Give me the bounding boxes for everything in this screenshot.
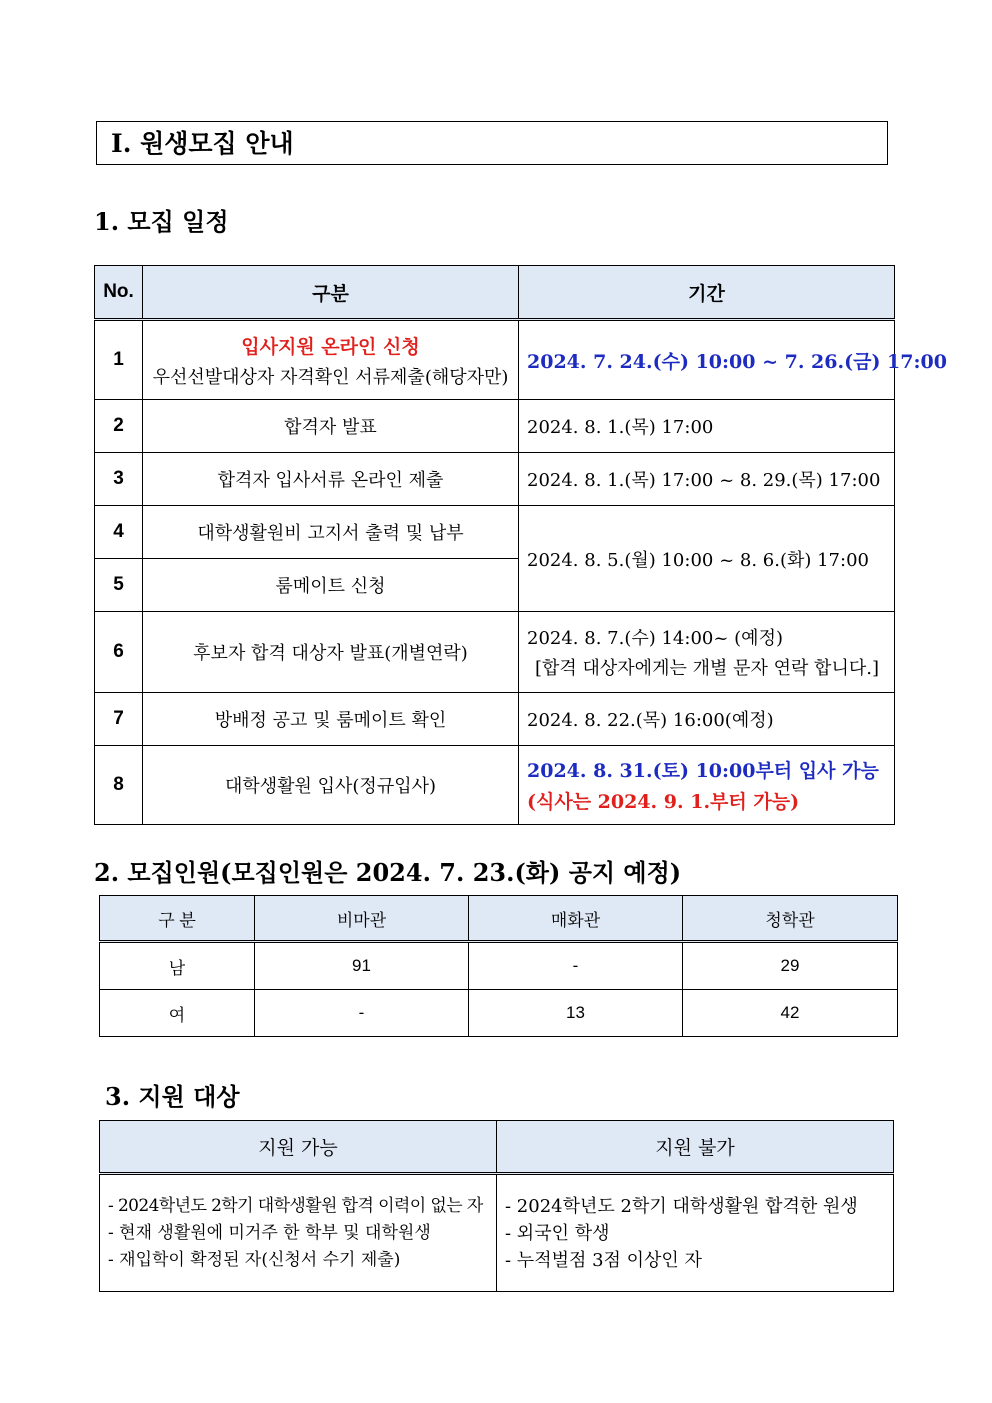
section2-heading: 2. 모집인원(모집인원은 2024. 7. 23.(화) 공지 예정) xyxy=(94,858,682,887)
row-gender: 남 xyxy=(100,942,255,990)
table-row xyxy=(95,400,895,453)
cell-bimagwan: 91 xyxy=(255,942,469,990)
page-title: Ⅰ. 원생모집 안내 xyxy=(96,121,888,165)
cell-maehwagwan: 13 xyxy=(469,990,683,1037)
table-row xyxy=(100,990,898,1037)
table-row xyxy=(95,453,895,506)
period-text: 2024. 8. 7.(수) 14:00~ (예정) xyxy=(527,628,783,649)
row-period: 2024. 8. 1.(목) 17:00 xyxy=(519,400,895,453)
row-no: 3 xyxy=(95,453,143,506)
row-category: 합격자 입사서류 온라인 제출 xyxy=(143,453,519,506)
row-period: 2024. 8. 5.(월) 10:00 ~ 8. 6.(화) 17:00 xyxy=(519,506,895,612)
row-no: 4 xyxy=(95,506,143,559)
list-item: - 재입학이 확정된 자(신청서 수기 제출) xyxy=(108,1249,401,1270)
row-period xyxy=(519,320,947,400)
row-category: 방배정 공고 및 룸메이트 확인 xyxy=(143,693,519,746)
row-no: 6 xyxy=(95,612,143,693)
row-category: 룸메이트 신청 xyxy=(143,559,519,612)
eligible-list xyxy=(100,1174,497,1292)
row-no: 2 xyxy=(95,400,143,453)
row-category: 후보자 합격 대상자 발표(개별연락) xyxy=(143,612,519,693)
cell-cheonghakgwan: 42 xyxy=(683,990,898,1037)
row-no: 8 xyxy=(95,746,143,825)
section3-heading: 3. 지원 대상 xyxy=(105,1082,240,1111)
recruit-header-row xyxy=(100,896,898,942)
row-period xyxy=(519,612,895,693)
period-note: [합격 대상자에게는 개별 문자 연락 합니다.] xyxy=(535,658,879,679)
row-gender: 여 xyxy=(100,990,255,1037)
table-row xyxy=(95,612,895,693)
row-category xyxy=(143,320,519,400)
list-item: - 2024학년도 2학기 대학생활원 합격 이력이 없는 자 xyxy=(108,1195,483,1216)
recruit-table xyxy=(99,895,898,1037)
cell-cheonghakgwan: 29 xyxy=(683,942,898,990)
category-sub: 우선선발대상자 자격확인 서류제출(해당자만) xyxy=(152,366,509,388)
list-item: - 2024학년도 2학기 대학생활원 합격한 원생 xyxy=(505,1195,858,1217)
row-period: 2024. 8. 22.(목) 16:00(예정) xyxy=(519,693,895,746)
schedule-header-row xyxy=(95,266,895,320)
row-no: 7 xyxy=(95,693,143,746)
ineligible-list xyxy=(497,1174,894,1292)
table-row xyxy=(100,1174,894,1292)
cell-maehwagwan: - xyxy=(469,942,683,990)
eligibility-header-row xyxy=(100,1121,894,1174)
row-category: 대학생활원 입사(정규입사) xyxy=(143,746,519,825)
table-row xyxy=(95,746,895,825)
row-no: 5 xyxy=(95,559,143,612)
table-row xyxy=(95,320,895,400)
header-maehwagwan: 매화관 xyxy=(469,896,683,942)
header-bimagwan: 비마관 xyxy=(255,896,469,942)
header-no: No. xyxy=(95,266,143,320)
row-period xyxy=(519,746,895,825)
eligibility-table xyxy=(99,1120,894,1292)
table-row xyxy=(100,942,898,990)
row-category: 대학생활원비 고지서 출력 및 납부 xyxy=(143,506,519,559)
period-text: 2024. 8. 31.(토) 10:00부터 입사 가능 xyxy=(527,760,879,782)
section1-heading: 1. 모집 일정 xyxy=(94,207,229,236)
row-period: 2024. 8. 1.(목) 17:00 ~ 8. 29.(목) 17:00 xyxy=(519,453,895,506)
header-category: 구 분 xyxy=(100,896,255,942)
header-ineligible: 지원 불가 xyxy=(497,1121,894,1174)
list-item: - 외국인 학생 xyxy=(505,1222,610,1244)
category-highlight: 입사지원 온라인 신청 xyxy=(241,335,420,358)
table-row xyxy=(95,693,895,746)
row-no: 1 xyxy=(95,320,143,400)
list-item: - 누적벌점 3점 이상인 자 xyxy=(505,1249,702,1271)
table-row xyxy=(95,506,895,559)
header-eligible: 지원 가능 xyxy=(100,1121,497,1174)
cell-bimagwan: - xyxy=(255,990,469,1037)
period-text: 2024. 7. 24.(수) 10:00 ~ 7. 26.(금) 17:00 xyxy=(527,350,947,373)
list-item: - 현재 생활원에 미거주 한 학부 및 대학원생 xyxy=(108,1222,431,1243)
schedule-table xyxy=(94,265,947,825)
period-note: (식사는 2024. 9. 1.부터 가능) xyxy=(527,791,800,813)
header-category: 구분 xyxy=(143,266,519,320)
row-category: 합격자 발표 xyxy=(143,400,519,453)
header-period: 기간 xyxy=(519,266,895,320)
header-cheonghakgwan: 청학관 xyxy=(683,896,898,942)
